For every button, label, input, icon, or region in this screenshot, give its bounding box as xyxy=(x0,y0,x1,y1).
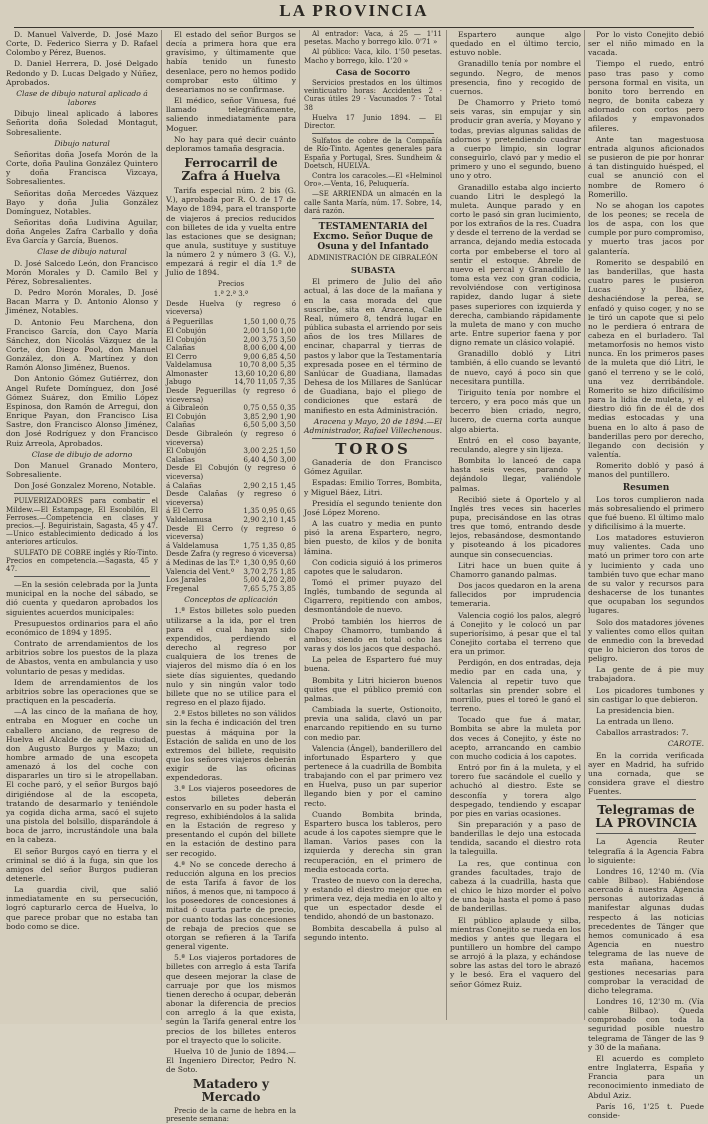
section-heading: Matadero y Mercado xyxy=(193,1077,269,1105)
advertisement: PULVERIZADORES para combatir el Mildew.—El Estampage, El Escobilón, El Ferroses.—Competencia en clases y precios.—J. Beguiristain, Sagasta, 45 y 47.—Unico establecimiento dedicado á los anteriores artículos. xyxy=(6,497,158,547)
fare-row: Almonaster 13,60 10,20 6,80 xyxy=(166,368,296,378)
paragraph: 2.ª Estos billetes no son válidos sin la fecha é indicación del tren puestas á máquina por la Estación de salida en uno de los extremos del billete, requisito que los señores viajeros deberán exigir de las oficinas expendedoras. xyxy=(166,709,296,783)
paragraph: Señoritas doña Josefa Morón de la Corte, doña Paulina González Quintero y doña Francisca Vizcaya, Sobresalientes. xyxy=(6,149,158,187)
paragraph: Londres 16, 12'40 m. (Vía cable Bilbao). Habiéndose acercado á nuestra Agencia personas autorizadas á manifestar algunas dudas respecto á las noticias precedentes de Tánger que hemos comunicado á esa Agencia en nuestro telegrama de las nueve de esta mañana, hacemos gestiones necesarias para comprobar la veracidad de dicho telegrama. xyxy=(588,866,704,995)
section-heading: Telegramas de LA PROVINCIA xyxy=(595,803,697,831)
paragraph: Dibujo lineal aplicado á labores Señorita doña Soledad Montagut, Sobresaliente. xyxy=(6,109,158,137)
fare-row: Calañas 8,00 6,00 4,00 xyxy=(166,343,296,353)
paragraph: Litri hace un buen quite á Chamorro ganando palmas. xyxy=(450,560,581,579)
paragraph: El acuerdo es completo entre Inglaterra, España y Francia para un reconocimiento inmediato de Abdul Aziz. xyxy=(588,1053,704,1100)
divider xyxy=(312,218,434,219)
paragraph: La gente de á pie muy trabajadora. xyxy=(588,665,704,684)
section-subhead: Conceptos de aplicación xyxy=(184,595,278,605)
paragraph: —En la sesión celebrada por la Junta municipal en la noche del sábado, se dió cuenta y quedaron aprobados los siguientes acuerdos municipales: xyxy=(6,580,158,617)
paragraph: París 16, 1'25 t. Puede conside- xyxy=(588,1101,704,1120)
masthead xyxy=(0,0,708,26)
divider xyxy=(596,799,696,800)
paragraph: D. Manuel Valverde, D. José Mazo Corte, D. Federico Sierra y D. Rafael Colombo y Pérez, Buenos. xyxy=(6,30,158,58)
paragraph: Los picadores tumbones y sin castigar lo que debieron. xyxy=(588,685,704,704)
paragraph: Valencia cogió los palos, alegró á Conejito y le colocó un par superiorísimo, á pesar que el tal Conejito cortaba el terreno que era un primor. xyxy=(450,610,581,657)
paragraph: Con codicia siguió á los primeros capotes que le saludaron. xyxy=(304,557,442,576)
fare-row: á Gibraleón 0,75 0,55 0,35 xyxy=(166,403,296,413)
paragraph: Romerito se despabiló en las banderillas, que hasta cuatro pares le pusieron Lucas y Ibáñez, deshaciéndose la perea, se enfadó y quiso coger, y no se le tiró un capote que si pelo no le perdiera ó entrara de cabeza en el burladero. Tal metamorfosis no hemos visto nunca. En los primeros pases de la muleta que dió Litri, le ganó el terreno y se le coló, una vez derribándole. Romerito se hizo dificilísimo para la lidia de muleta, y el diestro dió fin de él de dos medias estocadas y una buena en lo alto á paso de banderillas pero por derecho, llegando con decisión y valentía. xyxy=(588,257,704,460)
fare-row: El Cobujón 2,00 1,50 1,00 xyxy=(166,325,296,335)
paragraph: 5.ª Los viajeros portadores de billetes con arreglo á esta Tarifa que deseen mejorar la clase de carruaje por que los mismos tienen derecho á ocupar, deberán abonar la diferencia de precios con arreglo á la que exista, según la Tarifa general entre los precios de los billetes enteros por el trayecto que lo solicite. xyxy=(166,953,296,1045)
fare-class-header: 1.ª 2.ª 3.ª xyxy=(213,289,249,298)
divider xyxy=(596,833,696,834)
fare-row: á El Cerro 1,35 0,95 0,65 xyxy=(166,506,296,516)
fare-row: Los Jarales 5,00 4,20 2,80 xyxy=(166,575,296,585)
section-heading: Casa de Socorro xyxy=(335,66,411,77)
column-divider xyxy=(584,30,585,1020)
paragraph: El señor Burgos cayó en tierra y el criminal se dió á la fuga, sin que los amigos del señor Burgos pudieran detenerle. xyxy=(6,846,158,884)
fare-row: Calañas 6,50 5,00 3,50 xyxy=(166,420,296,430)
paragraph: El primero de Julio del año actual, á las doce de la mañana y en la casa morada del que suscribe, sita en Aracena, Calle Real, número 8, tendrá lugar en pública subasta el arriendo por seis años de los tres Millares de encinar, chaparral y tierras de pastos y labor que la Testamentaría expresada posee en el término de Sanlúcar de Guadiana, llamadas Dehesa de los Millares de Sanlúcar de Guadiana, bajo el pliego de condiciones que estará de manifiesto en esta Administración. xyxy=(304,277,442,415)
paragraph: D. José Salcedo León, don Francisco Morón Morales y D. Camilo Bel y Pérez, Sobresalientes. xyxy=(6,258,158,286)
paragraph: El médico, señor Vinuesa, fué llamado telegráficamente, saliendo inmediatamente para Moguer. xyxy=(166,96,296,133)
paragraph: 3.ª Los viajeros poseedores de estos billetes deberán conservarlo en su poder hasta el regreso, exhibiéndolos á la salida en la Estación de regreso y presentando el cupón del billete en la estación de destino para ser recogido. xyxy=(166,784,296,858)
fare-row: á Medinas de las T.ª 1,30 0,95 0,60 xyxy=(166,557,296,567)
fare-row: El Cobujón 2,00 3,75 3,50 xyxy=(166,334,296,344)
paragraph: Sin preparación y a paso de banderillas le dejo una estocada tendida, sacando el diestro rota la taleguilla. xyxy=(450,819,581,857)
paragraph: La res, que continua con grandes facultades, trajo de cabeza á la cuadrilla, hasta que el chico le hizo morder el polvo de una baja hasta el pomo á paso de banderillas. xyxy=(450,858,581,914)
paragraph: D. Pedro Morón Morales, D. José Bacan Marra y D. Antonio Alonso y Jiménez, Notables. xyxy=(6,288,158,316)
paragraph: Don José Gonzalez Moreno, Notable. xyxy=(14,481,156,491)
fare-row: Fregenal 7,65 5,75 3,85 xyxy=(166,583,296,593)
paragraph: A las cuatro y media en punto pisó la arena Espartero, negro, bien puesto, de kilos y de bonita lámina. xyxy=(304,519,442,556)
paragraph: Granadillo tenía por nombre el segundo. Negro, de menos presencia, fino y recogido de cuernos. xyxy=(450,59,581,96)
divider xyxy=(312,438,434,439)
paragraph: Tarifa especial núm. 2 bis (G. V.), aprobada por R. O. de 17 de Mayo de 1894, para el transporte de viajeros á precios reducidos con billetes de ida y vuelta entre las estaciones que se designan; que anula, sustituye y sustituye la número 2 y número 3 (G. V.), empezará á regir el día 1.º de Julio de 1894. xyxy=(166,186,296,278)
paragraph: De Chamorro y Prieto tomó seis varas, sin empujar y sin producir gran avería, y Moyano y todas, previas algunas salidas de adornos y pretendiendo cuadrar a cuerpo limpio, sin lograr conseguirlo, clavó par y medio el primero y uno el segundo, bueno uno y otro. xyxy=(450,98,581,181)
section-subhead: SUBASTA xyxy=(350,265,396,276)
paragraph: No hay para qué decir cuánto deploramos tamaña desgracia. xyxy=(166,134,296,153)
section-heading: Resumen xyxy=(622,482,670,493)
fare-row: Valdelamusa 10,70 8,00 5,35 xyxy=(166,360,296,370)
column-3 xyxy=(304,30,442,1020)
paragraph: Tiriguito tenía por nombre el tercero, y era poco más que un becerro bien criado, negro, lucero, de cuerna corta aunque algo abierta. xyxy=(450,387,581,434)
paragraph: Espartero aunque algo quedado en el último tercio, estuvo noble. xyxy=(450,30,581,58)
meat-prices: Al entrador: Vaca, á 25 — 1'11 pesetas. Macho y borrego kilo. 0'71 » xyxy=(304,30,442,47)
paragraph: Bombita descabella á pulso al segundo intento. xyxy=(304,923,442,942)
section-subhead: Clase de dibujo natural aplicado á labores xyxy=(16,88,148,108)
section-subhead: Dibujo natural xyxy=(54,138,110,148)
section-subhead: Clase de dibujo natural xyxy=(37,247,127,257)
section-heading: Ferrocarril de Zafra á Huelva xyxy=(181,156,281,184)
paragraph: Los matadores estuvieron muy valientes. Cada uno mató un primer toro con arte y lucimiento y cada uno también tuvo que echar mano de su valor y recursos para deshacerse de los tunantes que ocupaban los segundos lugares. xyxy=(588,533,704,616)
paragraph: Por lo visto Conejito debió ser el niño mimado en la vacada. xyxy=(588,30,704,58)
paragraph: D. Antonio Feu Marchena, don Francisco García, don Cayo María Sánchez, don Nicolás Vázquez de la Corte, don Diego Pool, don Manuel González, don A. Martínez y don Ramón Alonso Jiménez, Buenos. xyxy=(6,317,158,373)
advertisement: Contra los caracoles.—El «Helminol Oro».—Venta, 16, Peluquería. xyxy=(304,172,442,189)
paragraph: Romerito dobló y pasó á manos del puntillero. xyxy=(588,461,704,480)
paragraph: Entró por fin á la muleta, y el torero fue sacándole el cuello y achuchó al diestro. Este se desconfía y torera algo despegado, tendiendo y escapar por pies en varias ocasiones. xyxy=(450,763,581,818)
paragraph: Ganadería de don Francisco Gómez Aguilar. xyxy=(304,458,442,477)
masthead-title: LA PROVINCIA xyxy=(279,1,429,20)
fare-heading: Precios xyxy=(217,279,245,288)
divider xyxy=(14,493,150,494)
paragraph: Recibió siete á Oportelo y al Inglés tres veces sin hacerles pupa, precisándose en las otras tres que tomó, entrando desde lejos, rebasándose, desmontando y pisoteando á los picadores aunque sin consecuencias. xyxy=(450,494,581,559)
fare-row: Desde Calañas (y regreso ó viceversa) xyxy=(166,489,296,507)
fare-row: á Calañas 2,90 2,15 1,45 xyxy=(166,480,296,490)
fare-row: Valdelamusa 2,90 2,10 1,45 xyxy=(166,514,296,524)
fare-row: El Cerro 9,00 6,85 4,50 xyxy=(166,351,296,361)
paragraph: En la corrida verificada ayer en Madrid, ha sufrido una cornada, que se considera grave el diestro Fuentes. xyxy=(588,750,704,797)
advertisement: —SE ARRIENDA un almacén en la calle Santa María, núm. 17. Sobre, 14, dará razón. xyxy=(304,190,442,215)
paragraph: Precio de la carne de hebra en la presente semana: xyxy=(166,1107,296,1124)
paragraph: Perdigón, en dos entradas, deja medio par en cada una, y Valencia al repetir tuvo que soltarlas sin prender sobre el morrillo, pues el toreó le ganó el terreno. xyxy=(450,658,581,714)
paragraph: Espadas: Emilio Torres, Bombita, y Miguel Báez, Litri. xyxy=(304,478,442,497)
fare-row: Desde Gibraleón (y regreso ó viceversa) xyxy=(166,429,296,447)
column-5 xyxy=(588,30,704,1120)
column-2 xyxy=(166,30,296,1124)
fare-row: Desde El Cerro (y regreso ó viceversa) xyxy=(166,523,296,542)
fare-row: Jabugo 14,70 11,05 7,35 xyxy=(166,377,296,387)
paragraph: Entró en el coso bayante, reculando, alegre y sin lijeza. xyxy=(450,435,581,454)
divider xyxy=(14,576,150,577)
paragraph: La Agencia Reuter telegrafía á la Agencia Fabra lo siguiente: xyxy=(588,837,704,865)
paragraph: Granadillo dobló y Litri también, á ello cuando se levantó de nuevo, cayó á poco sin que necesitara puntilla. xyxy=(450,349,581,386)
paragraph: Señoritas doña Mercedes Vázquez Bayo y doña Julia González Domínguez, Notables. xyxy=(6,188,158,216)
paragraph: Bombita y Litri hicieron buenos quites que el público premió con palmas. xyxy=(304,675,442,703)
fare-row: á Valdelamusa 1,75 1,35 0,85 xyxy=(166,540,296,550)
section-heading: TOROS xyxy=(335,439,411,458)
paragraph: Granadillo estaba algo incierto cuando Litri le desplegó la muleta. Aunque parado y en corto le pasó sin gran lucimiento, por los extraños de la res. Cuadra y desde el terreno de la verdad se arranca, dejando media estocada corta por embeberse el toro al sentir el estoque. Abrele de nuevo el percal y Granadillo le toma esta vez con gran codicia, revolviéndose con vertiginosa rapidez, dando lugar á siete pases superiores con izquierda y derecha, cambiando rápidamente la muleta de mano y con mucho arte. Entre superior faena y por digno remate un clásico volapié. xyxy=(450,182,581,348)
section-subhead: ADMINISTRACIÓN DE GIBRALEÓN xyxy=(308,254,438,263)
paragraph: La presidencia bien. xyxy=(596,705,675,715)
paragraph: Servicios prestados en los últimos veinticuatro horas: Accidentes 2 · Curas útiles 29 · Vacunados 7 · Total 38 xyxy=(304,78,442,112)
column-divider xyxy=(446,30,447,1020)
signature: CAROTE. xyxy=(667,739,704,749)
paragraph: Don Manuel Granado Montero, Sobresaliente. xyxy=(6,460,158,480)
paragraph: Probó también los hierros de Chapoy Chamorro, tumbando á ambos; siendo en total ocho las varas y dos los jacos que despachó. xyxy=(304,616,442,654)
fare-row: á Peguerillas 1,50 1,00 0,75 xyxy=(166,317,296,327)
fare-row: Calañas 6,40 4,50 3,00 xyxy=(166,454,296,464)
paragraph: Londres 16, 12'30 m. (Vía cable Bilbao). Queda comprobado con toda la seguridad posible nuestro telegrama de Tánger de las 9 y 30 de la mañana. xyxy=(588,997,704,1052)
paragraph: Señoritas doña Ludivina Aguilar, doña Angeles Zafra Carballo y doña Eva García y García, Buenos. xyxy=(6,217,158,246)
fare-row: El Cobujón 3,85 2,90 1,90 xyxy=(166,411,296,421)
paragraph: Dos jacos quedaron en la arena fallecidos por imprudencia temeraria. xyxy=(450,581,581,609)
paragraph: Huelva 10 de Junio de 1894.—El Ingeniero Director, Pedro N. de Soto. xyxy=(166,1046,296,1075)
fare-row: Desde Zafra (y regreso ó viceversa) xyxy=(166,549,296,559)
paragraph: Presidía el segundo teniente don José López Moreno. xyxy=(304,498,442,517)
paragraph: —A las cinco de la mañana de hoy, entraba en Moguer en coche un caballero anciano, de regreso de Huelva el Alcalde de aquella ciudad, don Augusto Burgos y Mazo; un hombre armado de una escopeta amenazó á los del coche con dispararles un tiro si le atropellaban. El coche paró, y el señor Burgos bajó dirigiéndose al de la escopeta, tratando de desarmarlo y teniéndole ya cogida dicha arma, sacó el sujeto una pistola del bolsillo, disparándole á boca de jarro, incrustándole una bala en la cabeza. xyxy=(6,707,158,845)
paragraph: Tiempo el ruedo, entró paso tras paso y como persona formal en visita, un bonito toro berrendo en negro, de bonita cabeza y adornado con cortos pero afilados y empavonados afileres. xyxy=(588,59,704,133)
paragraph: Don Antonio Gómez Gutiérrez, don Angel Rufete Domínguez, don José Gómez Suárez, don Emilio López Espinosa, don Ramón de Arregui, don Enrique Payan, don Francisco Lisa Sastre, don Francisco Alonso Jiménez, don José Rodríguez y don Francisco Ruiz Arreola, Aprobados. xyxy=(6,374,158,448)
paragraph: La guardia civil, que salió inmediatamente en su persecución, logró capturarlo cerca de Huelva, lo que parece probar que no estaba tan bodo como se dice. xyxy=(6,885,158,931)
paragraph: Presupuestos ordinarios para el año económico de 1894 y 1895. xyxy=(6,618,158,637)
paragraph: Cuando Bombita brinda, Espartero busca los tableros, pero acude á los capotes siempre que le llaman. Varios pases con la izquierda y derecha sin gran recuperación, en el primero de media estocada corta. xyxy=(304,809,442,874)
masthead-rule xyxy=(14,27,694,28)
paragraph: El estado del señor Burgos se decía a primera hora que era gravísimo, y últimamente que había tenido un funesto desenlace, pero no hemos podido comprobar esto último y deseariamos no se confirmase. xyxy=(166,30,296,94)
divider xyxy=(312,133,434,134)
paragraph: Trasteo de nuevo con la derecha, y estando el diestro mejor que en primera vez, deja media en lo alto y que un espectador desde el tendido, ahondó de un bastonazo. xyxy=(304,875,442,922)
section-subhead: Clase de dibujo de adorno xyxy=(31,449,133,459)
paragraph: La entrada un lleno. xyxy=(596,717,674,727)
paragraph: Tomó el primer puyazo del Inglés, tumbando de segunda al Cigarrero, repitiendo con ambos, desmontándole de nuevo. xyxy=(304,578,442,615)
column-4 xyxy=(450,30,581,1020)
paragraph: Caballos arrastrados: 7. xyxy=(596,728,689,738)
column-divider xyxy=(161,30,162,1020)
column-1 xyxy=(6,30,158,1020)
paragraph: Solo dos matadores jóvenes y valientes como ellos quitan de enmedio con la brevedad que lo hicieron dos toros de peligro. xyxy=(588,617,704,664)
paragraph: 4.ª No se concede derecho á reducción alguna en los precios de esta Tarifa á favor de los niños, á menos que, ni tampoco á los poseedores de concesiones á mitad ó cuarta parte de precio, por cuanto todas las concesiones de rebaja de precios que se otorgan se refieren á la Tarifa general vigente. xyxy=(166,859,296,952)
section-heading: TESTAMENTARIA del Excmo. Señor Duque de Osuna y del Infantado xyxy=(312,222,434,253)
paragraph: Contrato de arrendamientos de los arbitrios sobre los puestos de la plaza de Abastos, venta en ambulancia y uso voluntario de pesas y medidas. xyxy=(6,639,158,676)
advertisement: Sulfatos de cobre de la Compañía de Río-Tinto. Agentes generales para España y Portugal, Sres. Sundheim & Doetsch, HUELVA. xyxy=(304,137,442,170)
signature: Aracena y Mayo, 20 de 1894.—El Administrador, Rafael Villechenous. xyxy=(304,416,442,435)
paragraph: El público aplaude y silba, mientras Conejito se rueda en los medios y antes que llegara el puntillero un hombre del campo se arrojó á la plaza, y echándose sobre las astas del toro le abrazó y le besó. Era el vaquero del señor Gómez Ruiz. xyxy=(450,915,581,989)
fare-row: Desde El Cobujón (y regreso ó viceversa) xyxy=(166,463,296,481)
paragraph: Valencia (Ángel), banderillero del infortunado Espartero y que pertenece á la cuadrilla de Bombita trabajando con el par primero vez en Huelva, puso un par superior llegando bien y por el camino recto. xyxy=(304,743,442,808)
fare-row: El Cobujón 3,00 2,25 1,50 xyxy=(166,446,296,456)
column-divider xyxy=(299,30,300,1020)
paragraph: Huelva 17 Junio 1894. — El Director. xyxy=(304,113,442,130)
paragraph: Idem de arrendamientos de los arbitrios sobre las operaciones que se practiquen en la pescadería. xyxy=(6,677,158,706)
paragraph: La pelea de Espartero fué muy buena. xyxy=(304,655,442,674)
paragraph: 1.ª Estos billetes solo pueden utilizarse a la ida, por el tren para el cual hayan sido expendidos, perdiendo el derecho al regreso por cualquiera de los trenes de viajeros del mismo día ó en los siete días siguientes, quedando nulo y sin ningún valor todo billete que no se utilice para el regreso en el plazo fijado. xyxy=(166,606,296,708)
fare-group-label: Desde Huelva (y regreso ó viceversa) xyxy=(166,299,296,317)
meat-prices: Al público: Vaca, kilo. 1'50 pesetas. Macho y borrego, kilo. 1'20 » xyxy=(304,48,442,65)
paragraph: D. Daniel Herrera, D. José Delgado Redondo y D. Lucas Delgado y Núñez, Aprobados. xyxy=(6,59,158,87)
fare-row: Desde Peguerillas (y regreso ó viceversa) xyxy=(166,386,296,404)
fare-row: Valencia del Vent.º 3,70 2,75 1,85 xyxy=(166,566,296,576)
paragraph: Bombita lo lanceó de capa hasta seis veces, parando y dejándolo llegar, valiéndole palmas. xyxy=(450,456,581,493)
paragraph: Ante tan magestuosa entrada algunos aficionados se pusieron de pie por honrar á tan distinguido huésped, el cual se anunció con el nombre de Romero ó Romerillo. xyxy=(588,134,704,199)
paragraph: Los toros cumplieron nada más sobresaliendo el primero que fué bueno. El último malo y dificilísimo á la muerte. xyxy=(588,494,704,531)
paragraph: No se ahogan los capotes de los peones; se recela de los de aspa, con los que cumple por puro compromiso, y muerto tras jacos por galantería. xyxy=(588,200,704,256)
paragraph: Tocado que fue á matar, Bombita se abre la muleta por dos veces á Conejito, y éste no acepto, arrancando en cambio con mucho codicia á los capotes. xyxy=(450,715,581,761)
paragraph: Cambiada la suerte, Ostionoito, previa una salida, clavó un par enarcando repitiendo en su turno con medio par. xyxy=(304,705,442,742)
advertisement: SULFATO DE COBRE inglés y Río-Tinto. Precios en competencia.—Sagasta, 45 y 47. xyxy=(6,548,158,573)
